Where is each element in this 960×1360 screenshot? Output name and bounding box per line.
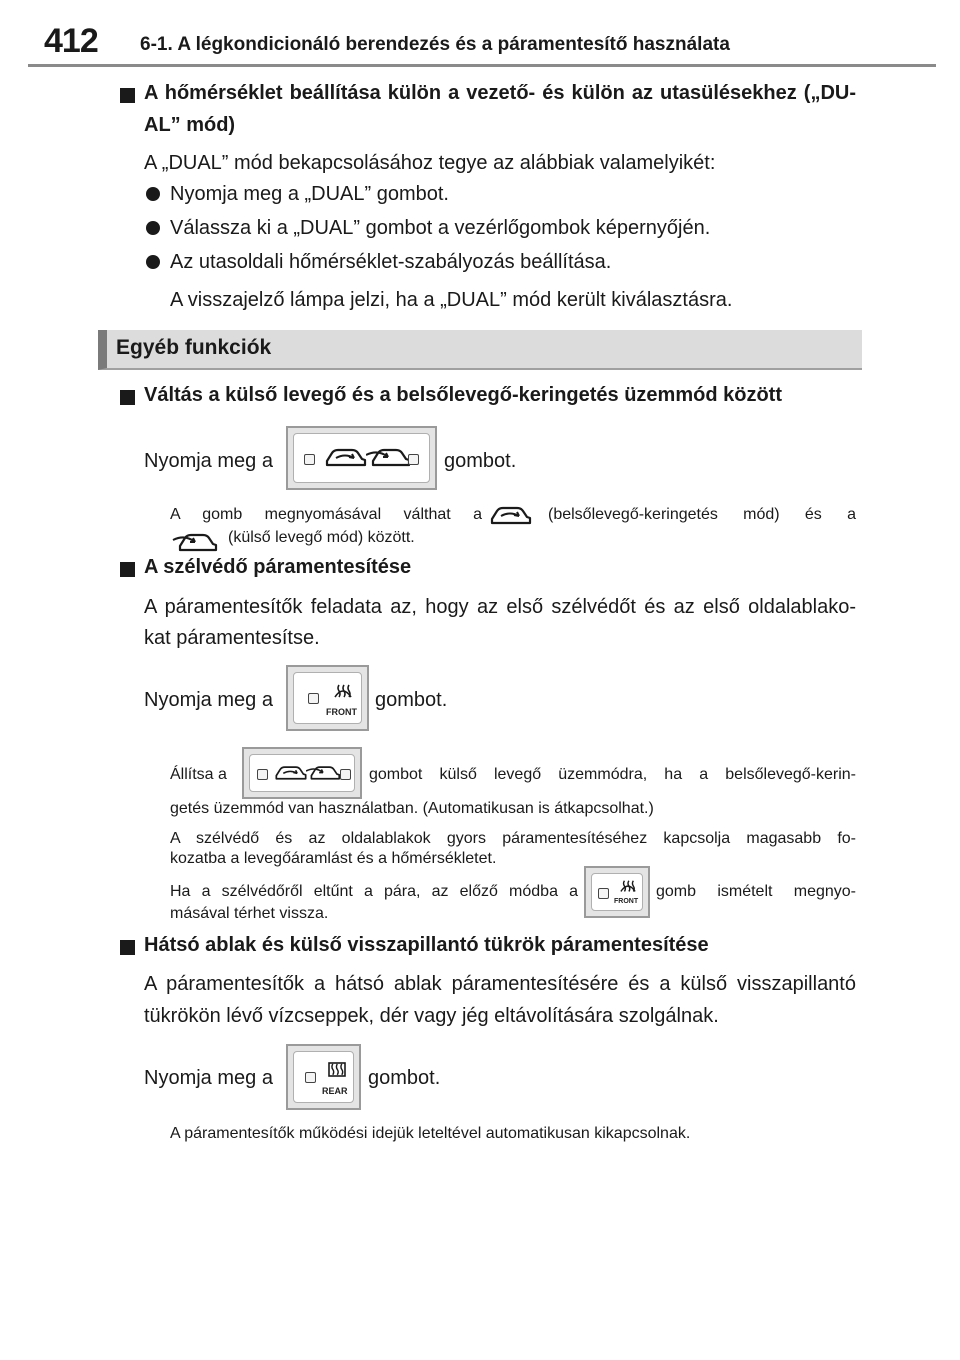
page-title: 6-1. A légkondicionáló berendezés és a páramentesítő használata <box>140 34 730 55</box>
windshield-press-prefix: Nyomja meg a <box>144 689 273 711</box>
dual-bullet-2: Válassza ki a „DUAL” gombot a vezérlőgombok képernyőjén. <box>170 217 711 239</box>
rear-defogger-button-image <box>286 1044 361 1110</box>
header-divider <box>28 64 936 67</box>
windshield-note1-suffix: gombot külső levegő üzemmódra, ha a belsőlevegő-kerin- <box>369 766 856 783</box>
front-button-label-small: FRONT <box>614 898 639 905</box>
rear-defogger-icon <box>328 1062 346 1078</box>
windshield-note2-line2: kozatba a levegőáramlást és a hőmérsékletet. <box>170 850 497 867</box>
dual-bullet-1: Nyomja meg a „DUAL” gombot. <box>170 183 449 205</box>
bullet-dot-icon <box>146 187 160 201</box>
fresh-air-icon <box>306 760 340 782</box>
air-note-part3: (külső levegő mód) között. <box>228 529 415 546</box>
fresh-air-icon <box>366 441 410 469</box>
rear-body-line2: tükrökön lévő vízcseppek, dér vagy jég eltávolítására szolgálnak. <box>144 1005 719 1027</box>
section-title: Egyéb funkciók <box>116 336 272 359</box>
air-heading: Váltás a külső levegő és a belsőlevegő-keringetés üzemmód között <box>144 384 782 406</box>
recirculation-icon <box>324 441 368 469</box>
air-mode-button-image <box>286 426 437 490</box>
air-press-suffix: gombot. <box>444 450 517 472</box>
windshield-body-line1: A páramentesítők feladata az, hogy az első szélvédőt és az első oldalablako- <box>144 596 856 618</box>
dual-bullet-3: Az utasoldali hőmérséklet-szabályozás beállítása. <box>170 251 612 273</box>
rear-body-line1: A páramentesítők a hátsó ablak páramentesítésére és a külső visszapillantó <box>144 973 856 995</box>
heading-square-icon <box>120 562 135 577</box>
windshield-note2-line1: A szélvédő és az oldalablakok gyors páramentesítéséhez kapcsolja magasabb fo- <box>170 830 856 847</box>
heading-square-icon <box>120 940 135 955</box>
bullet-dot-icon <box>146 255 160 269</box>
front-defogger-icon <box>620 879 636 895</box>
dual-intro: A „DUAL” mód bekapcsolásához tegye az alábbiak valamelyikét: <box>144 152 716 174</box>
windshield-note1-line2: getés üzemmód van használatban. (Automatikusan is átkapcsolhat.) <box>170 800 654 817</box>
front-defogger-icon <box>334 683 352 701</box>
windshield-note1-prefix: Állítsa a <box>170 766 227 783</box>
recirculation-icon <box>274 760 308 782</box>
windshield-heading: A szélvédő páramentesítése <box>144 556 412 578</box>
windshield-press-suffix: gombot. <box>375 689 448 711</box>
dual-heading-line1: A hőmérséklet beállítása külön a vezető- és külön az utasülésekhez („DU- <box>144 82 856 104</box>
rear-button-label: REAR <box>322 1086 348 1096</box>
dual-heading-line2: AL” mód) <box>144 114 236 136</box>
rear-note: A páramentesítők működési idejük leteltével automatikusan kikapcsolnak. <box>170 1125 691 1142</box>
air-note-part1: A gomb megnyomásával válthat a <box>170 506 482 523</box>
dual-note: A visszajelző lámpa jelzi, ha a „DUAL” mód került kiválasztásra. <box>170 289 733 311</box>
front-button-label: FRONT <box>326 707 357 717</box>
windshield-note3-line2: másával térhet vissza. <box>170 905 329 922</box>
rear-heading: Hátsó ablak és külső visszapillantó tükrök páramentesítése <box>144 934 709 956</box>
front-defogger-button-image-small <box>584 866 650 918</box>
page-number: 412 <box>44 22 98 60</box>
fresh-air-icon <box>172 526 218 554</box>
windshield-note3-suffix: gomb ismételt megnyo- <box>656 883 856 900</box>
air-mode-button-image-small <box>242 747 362 799</box>
heading-square-icon <box>120 88 135 103</box>
air-press-prefix: Nyomja meg a <box>144 450 273 472</box>
air-note-part2: (belsőlevegő-keringetés mód) és a <box>548 506 856 523</box>
rear-press-prefix: Nyomja meg a <box>144 1067 273 1089</box>
heading-square-icon <box>120 390 135 405</box>
recirculation-icon <box>488 499 534 527</box>
rear-press-suffix: gombot. <box>368 1067 441 1089</box>
bullet-dot-icon <box>146 221 160 235</box>
windshield-note3-prefix: Ha a szélvédőről eltűnt a pára, az előző módba a <box>170 883 578 900</box>
windshield-body-line2: kat páramentesítse. <box>144 627 320 649</box>
front-defogger-button-image <box>286 665 369 731</box>
